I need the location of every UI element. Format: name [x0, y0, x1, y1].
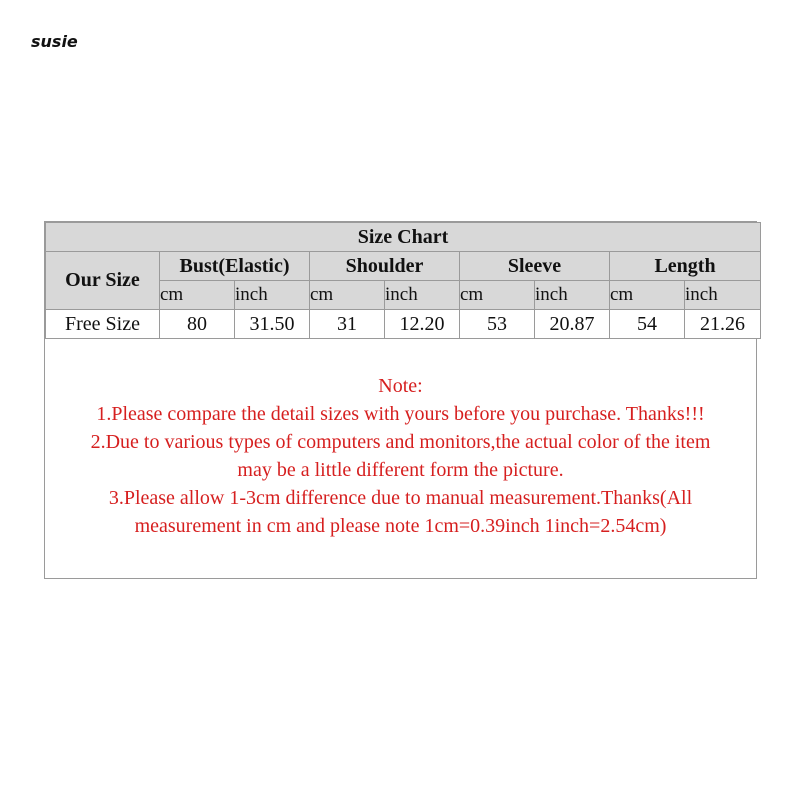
unit-cell: cm	[460, 281, 535, 310]
value-cell: 12.20	[385, 310, 460, 339]
note-line: measurement in cm and please note 1cm=0.39inch 1inch=2.54cm)	[134, 515, 667, 537]
value-cell: 20.87	[535, 310, 610, 339]
size-cell: Free Size	[46, 310, 160, 339]
value-cell: 31.50	[235, 310, 310, 339]
notes-block	[45, 372, 756, 540]
note-line: 2.Due to various types of computers and monitors,the actual color of the item	[90, 431, 711, 453]
value-cell: 53	[460, 310, 535, 339]
value-cell: 80	[160, 310, 235, 339]
size-chart-panel	[44, 221, 757, 579]
unit-cell: inch	[685, 281, 761, 310]
unit-cell: inch	[385, 281, 460, 310]
value-cell: 31	[310, 310, 385, 339]
size-chart-table	[45, 222, 761, 339]
note-line: may be a little different form the picture.	[237, 459, 564, 481]
unit-cell: cm	[610, 281, 685, 310]
length-header: Length	[610, 252, 761, 281]
unit-cell: inch	[535, 281, 610, 310]
value-cell: 54	[610, 310, 685, 339]
note-line: 3.Please allow 1-3cm difference due to manual measurement.Thanks(All	[108, 487, 693, 509]
unit-cell: cm	[160, 281, 235, 310]
bust-header: Bust(Elastic)	[160, 252, 310, 281]
shoulder-header: Shoulder	[310, 252, 460, 281]
value-cell: 21.26	[685, 310, 761, 339]
sleeve-header: Sleeve	[460, 252, 610, 281]
brand-name: susie	[31, 32, 78, 51]
unit-cell: cm	[310, 281, 385, 310]
our-size-header: Our Size	[46, 252, 160, 310]
notes-title: Note:	[378, 375, 423, 397]
table-title: Size Chart	[46, 223, 761, 252]
note-line: 1.Please compare the detail sizes with yours before you purchase. Thanks!!!	[96, 403, 705, 425]
table-row	[46, 310, 761, 339]
unit-cell: inch	[235, 281, 310, 310]
